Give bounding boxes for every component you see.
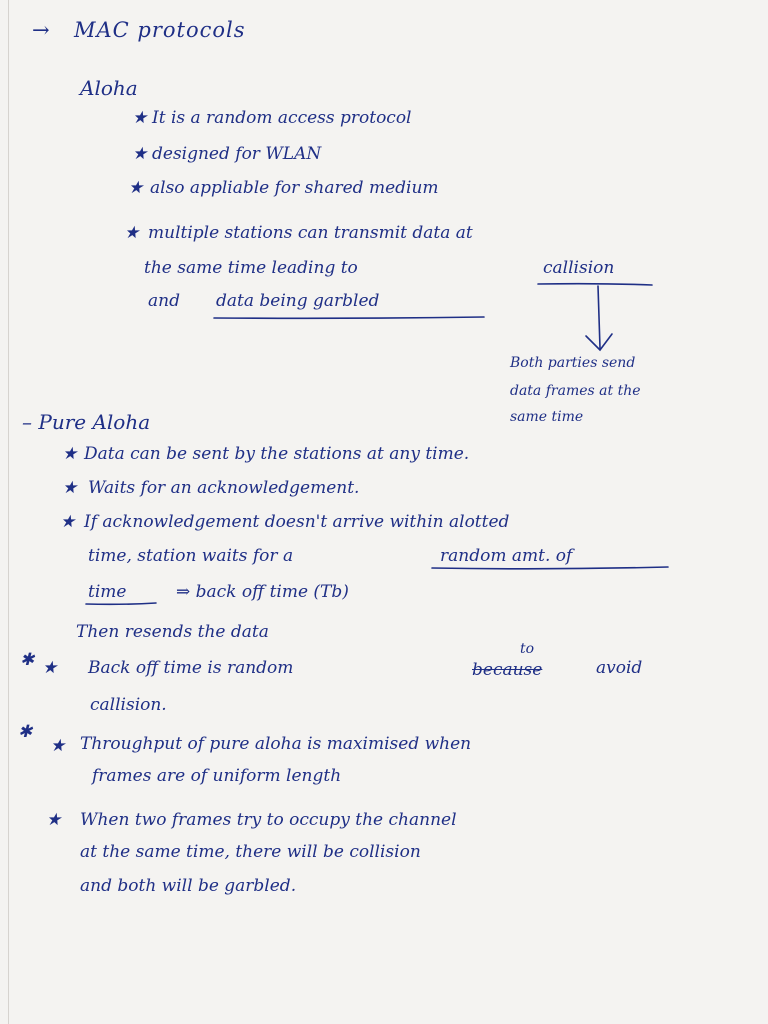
pure-aloha-heading: – Pure Aloha — [22, 410, 151, 434]
aloha-bullet-1: It is a random access protocol — [152, 108, 412, 128]
aloha-bullet-4-line-1: multiple stations can transmit data at — [148, 223, 473, 243]
pure-bullet-2: Waits for an acknowledgement. — [88, 478, 360, 498]
arrow-down-head — [586, 334, 612, 350]
margin-line — [8, 0, 9, 1024]
then-resends: Then resends the data — [76, 622, 269, 642]
page-title: MAC protocols — [74, 18, 246, 42]
pure-bullet-1: Data can be sent by the stations at any time. — [84, 444, 470, 464]
callision-term: callision — [543, 258, 615, 278]
star-icon: ★ — [46, 810, 62, 830]
star-icon: ★ — [62, 478, 78, 498]
pure-bullet-5-line-1: Throughput of pure aloha is maximised when — [80, 734, 472, 754]
side-note-line-1: Both parties send — [510, 355, 636, 371]
star-icon: ★ — [124, 223, 140, 243]
pure-bullet-4-line-2: callision. — [90, 695, 167, 715]
random-amount-term: random amt. of — [440, 546, 573, 566]
pure-bullet-3-line-1: If acknowledgement doesn't arrive within alotted — [84, 512, 510, 532]
pure-bullet-5-line-2: frames are of uniform length — [92, 766, 342, 786]
star-icon: ★ — [132, 144, 148, 164]
aloha-bullet-4-line-3a: and — [148, 291, 180, 311]
star-icon: ★ — [42, 658, 58, 678]
important-icon: ✱ — [18, 722, 33, 742]
important-icon: ✱ — [20, 650, 35, 670]
star-icon: ★ — [132, 108, 148, 128]
star-icon: ★ — [50, 736, 66, 756]
star-icon: ★ — [128, 178, 144, 198]
arrow-down-shaft — [598, 286, 600, 348]
pure-bullet-4-line-1b: avoid — [596, 658, 643, 678]
side-note-line-3: same time — [510, 409, 584, 425]
pure-bullet-6-line-3: and both will be garbled. — [80, 876, 297, 896]
star-icon: ★ — [62, 444, 78, 464]
time-term: time — [88, 582, 127, 602]
back-off-time: ⇒ back off time (Tb) — [176, 582, 349, 602]
data-garbled-term: data being garbled — [216, 291, 380, 311]
aloha-bullet-2: designed for WLAN — [152, 144, 322, 164]
aloha-bullet-4-line-2: the same time leading to — [144, 258, 358, 278]
underline-garbled — [214, 317, 484, 318]
star-icon: ★ — [60, 512, 76, 532]
struck-word: because — [472, 660, 543, 680]
pure-bullet-6-line-1: When two frames try to occupy the channel — [80, 810, 457, 830]
aloha-bullet-3: also appliable for shared medium — [150, 178, 439, 198]
underline-time — [86, 603, 156, 604]
underline-random-amount — [432, 567, 668, 569]
inserted-word: to — [520, 641, 535, 657]
pure-bullet-4-line-1a: Back off time is random — [88, 658, 294, 678]
pure-bullet-6-line-2: at the same time, there will be collision — [80, 842, 421, 862]
aloha-heading: Aloha — [80, 76, 138, 100]
pure-bullet-3-line-2a: time, station waits for a — [88, 546, 294, 566]
heading-arrow: → — [32, 18, 51, 42]
side-note-line-2: data frames at the — [510, 383, 641, 399]
underline-callision — [538, 284, 652, 285]
